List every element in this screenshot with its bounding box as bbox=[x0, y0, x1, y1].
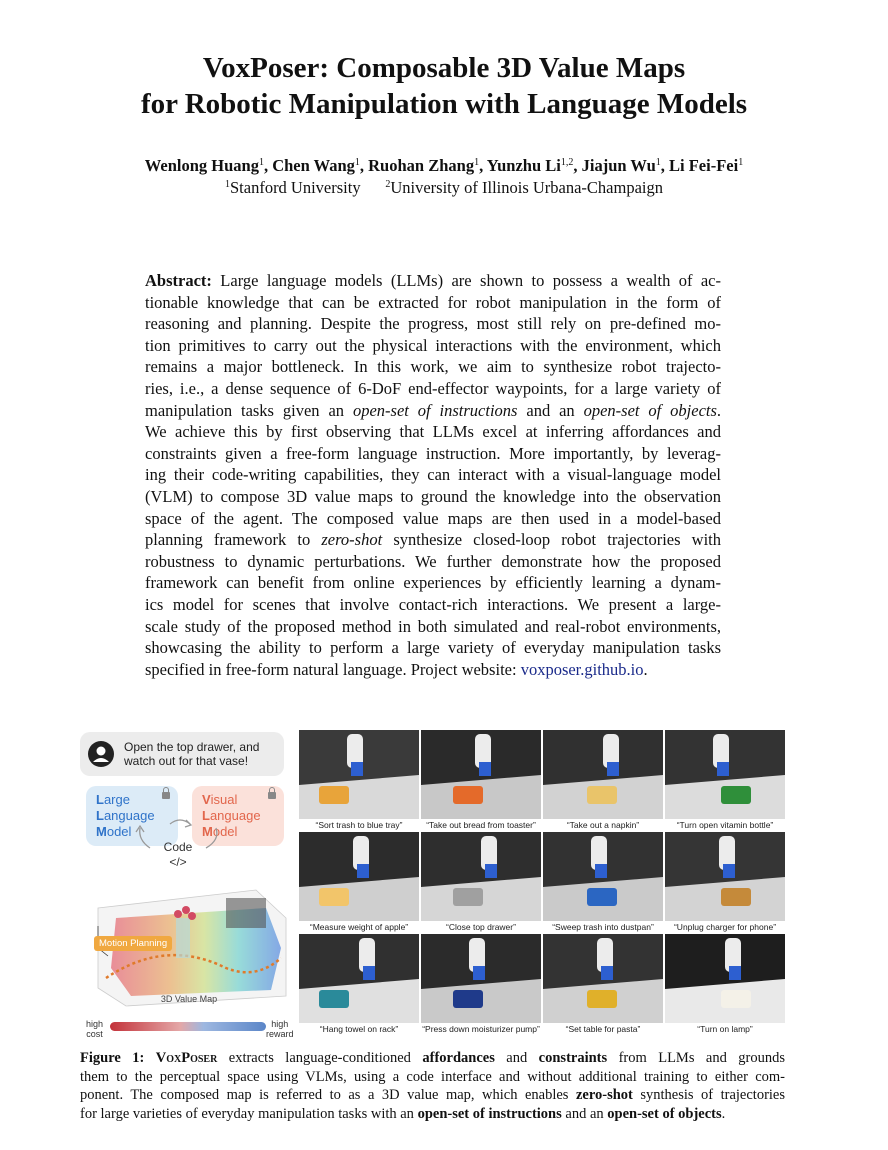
task-example bbox=[299, 832, 419, 932]
author-name: Li Fei-Fei$^1$ bbox=[669, 156, 744, 175]
abstract-label: Abstract: bbox=[145, 271, 212, 290]
abstract-line: remains a major bottleneck. In this work, we aim to synthesize robot trajecto- bbox=[145, 357, 721, 377]
author-affiliation-mark: 1,2 bbox=[560, 157, 574, 168]
task-example bbox=[299, 730, 419, 830]
pipeline-diagram bbox=[80, 728, 294, 1040]
author-affiliation-mark: 1 bbox=[258, 157, 264, 168]
abstract-line: robustness to dynamic perturbations. We further demonstrate how the proposed bbox=[145, 551, 721, 571]
task-example bbox=[421, 730, 541, 830]
author-list: Wenlong Huang$^1$, Chen Wang$^1$, Ruohan Zhang$^1$, Yunzhu Li$^{1,2}$, Jiajun Wu$^1$, Li Fei-Fei$^1$ bbox=[144, 156, 744, 175]
author-affiliation-mark: 1 bbox=[738, 157, 744, 168]
colorbar-low-label: high cost bbox=[86, 1019, 104, 1039]
abstract-line: planning framework to zero-shot synthesize closed-loop robot trajectories with bbox=[145, 530, 722, 550]
abstract-line: showcasing the ability to perform a large variety of everyday manipulation tasks bbox=[145, 638, 721, 658]
caption-line: them to the perceptual space using VLMs, using a code interface and without additional training to either com- bbox=[80, 1068, 785, 1085]
abstract-line: ing their code-writing capabilities, they can interact with a visual-language model bbox=[145, 465, 721, 485]
abstract-line: (VLM) to compose 3D value maps to ground the knowledge into the observation bbox=[145, 486, 721, 506]
abstract-line: constraints given a free-form language instruction. More importantly, by leverag- bbox=[145, 443, 721, 463]
task-caption: “Take out a napkin” bbox=[566, 820, 640, 830]
abstract-line: tionable knowledge that can be extracted for robot manipulation in the form of bbox=[145, 292, 721, 312]
colorbar-high-label: high reward bbox=[266, 1019, 294, 1039]
caption-line: Figure 1: VoxPoser extracts language-conditioned affordances and constraints from LLMs and grounds bbox=[80, 1050, 785, 1066]
abstract bbox=[145, 270, 721, 680]
model-word: Model bbox=[202, 824, 238, 839]
task-example bbox=[421, 832, 541, 932]
model-word: Language bbox=[202, 808, 261, 823]
author-name: Jiajun Wu$^1$ bbox=[581, 156, 661, 175]
author-name: Wenlong Huang$^1$ bbox=[144, 156, 264, 175]
task-caption: “Measure weight of apple” bbox=[309, 922, 409, 932]
task-caption: “Unplug charger for phone” bbox=[673, 922, 777, 932]
author-name: Ruohan Zhang$^1$ bbox=[368, 156, 480, 175]
task-example bbox=[543, 832, 663, 932]
abstract-line: ics model for scenes that involve contact-rich interactions. We present a large- bbox=[145, 594, 721, 614]
task-caption: “Turn open vitamin bottle” bbox=[676, 820, 774, 830]
paper-title bbox=[0, 50, 888, 122]
task-photo bbox=[543, 832, 663, 921]
abstract-line: ries, i.e., a dense sequence of 6-DoF end-effector waypoints, for a large variety of bbox=[145, 378, 721, 398]
task-caption: “Turn on lamp” bbox=[697, 1024, 753, 1034]
abstract-line: Abstract: Large language models (LLMs) are shown to possess a wealth of ac- bbox=[145, 271, 721, 290]
author-affiliation-mark: 1 bbox=[354, 157, 360, 168]
task-photo bbox=[421, 730, 541, 819]
model-word: Model bbox=[96, 824, 132, 839]
task-caption: “Sort trash to blue tray” bbox=[315, 820, 403, 830]
author-affiliation-mark: 1 bbox=[655, 157, 661, 168]
title-line-1: VoxPoser: Composable 3D Value Maps bbox=[202, 52, 686, 84]
task-photo-grid bbox=[299, 730, 785, 1034]
task-example bbox=[421, 934, 541, 1034]
task-photo bbox=[665, 934, 785, 1023]
task-example bbox=[543, 934, 663, 1034]
project-website-link[interactable]: voxposer.github.io bbox=[520, 659, 644, 679]
task-example bbox=[665, 934, 785, 1034]
task-example bbox=[665, 832, 785, 932]
task-photo bbox=[421, 832, 541, 921]
colorbar bbox=[80, 1016, 294, 1040]
task-photo bbox=[299, 934, 419, 1023]
author-name: Chen Wang$^1$ bbox=[272, 156, 360, 175]
task-caption: “Close top drawer” bbox=[446, 922, 516, 932]
code-label: Code </> bbox=[163, 840, 193, 869]
model-word: Large bbox=[96, 792, 130, 807]
abstract-line: space of the agent. The composed value maps are then used in a model-based bbox=[145, 508, 721, 528]
affiliation: $^1$Stanford University bbox=[224, 178, 361, 197]
task-caption: “Take out bread from toaster” bbox=[426, 820, 536, 830]
task-photo bbox=[543, 730, 663, 819]
model-word: Visual bbox=[202, 792, 238, 807]
model-word: Language bbox=[96, 808, 155, 823]
task-photo bbox=[665, 832, 785, 921]
abstract-line: tion primitives to carry out the physical interactions with the environment, which bbox=[145, 335, 721, 355]
task-caption: “Hang towel on rack” bbox=[319, 1024, 399, 1034]
title-line-2: for Robotic Manipulation with Language Models bbox=[140, 88, 748, 120]
task-photo bbox=[299, 832, 419, 921]
abstract-line: framework can benefit from online experiences by efficiently learning a dynam- bbox=[145, 573, 721, 593]
task-example bbox=[665, 730, 785, 830]
task-caption: “Sweep trash into dustpan” bbox=[552, 922, 654, 932]
motion-planning-label: Motion Planning bbox=[94, 936, 172, 951]
method-name: VoxPoser bbox=[155, 1050, 218, 1066]
abstract-line: reasoning and planning. Despite the progress, most still rely on pre-defined mo- bbox=[145, 314, 721, 334]
figure-caption bbox=[80, 1049, 785, 1123]
abstract-line: We achieve this by first observing that LLMs excel at inferring affordances and bbox=[145, 422, 721, 442]
abstract-line: specified in free-form natural language. Project website: voxposer.github.io. bbox=[145, 659, 648, 679]
task-photo bbox=[665, 730, 785, 819]
task-photo bbox=[421, 934, 541, 1023]
author-affiliation-mark: 1 bbox=[474, 157, 480, 168]
colorbar-gradient bbox=[110, 1022, 266, 1031]
task-photo bbox=[299, 730, 419, 819]
task-caption: “Press down moisturizer pump” bbox=[422, 1024, 540, 1034]
task-caption: “Set table for pasta” bbox=[565, 1024, 641, 1034]
value-map-label: 3D Value Map bbox=[160, 994, 218, 1004]
task-photo bbox=[543, 934, 663, 1023]
affiliation-list bbox=[0, 178, 888, 198]
caption-line: for large varieties of everyday manipulation tasks with an open-set of instructions and an open-set of objects. bbox=[80, 1105, 726, 1122]
caption-line: ponent. The composed map is referred to as a 3D value map, which enables zero-shot synthesis of trajectories bbox=[80, 1087, 786, 1104]
task-example bbox=[543, 730, 663, 830]
caption-label: Figure 1: bbox=[80, 1050, 145, 1066]
abstract-line: scale study of the proposed method in both simulated and real-robot environments, bbox=[145, 616, 721, 636]
affiliation: $^2$University of Illinois Urbana-Champaign bbox=[385, 178, 663, 197]
author-name: Yunzhu Li$^{1,2}$ bbox=[486, 156, 574, 175]
task-example bbox=[299, 934, 419, 1034]
abstract-line: manipulation tasks given an open-set of instructions and an open-set of objects. bbox=[145, 400, 722, 420]
instruction-text: Open the top drawer, and watch out for that vase! bbox=[124, 740, 260, 768]
